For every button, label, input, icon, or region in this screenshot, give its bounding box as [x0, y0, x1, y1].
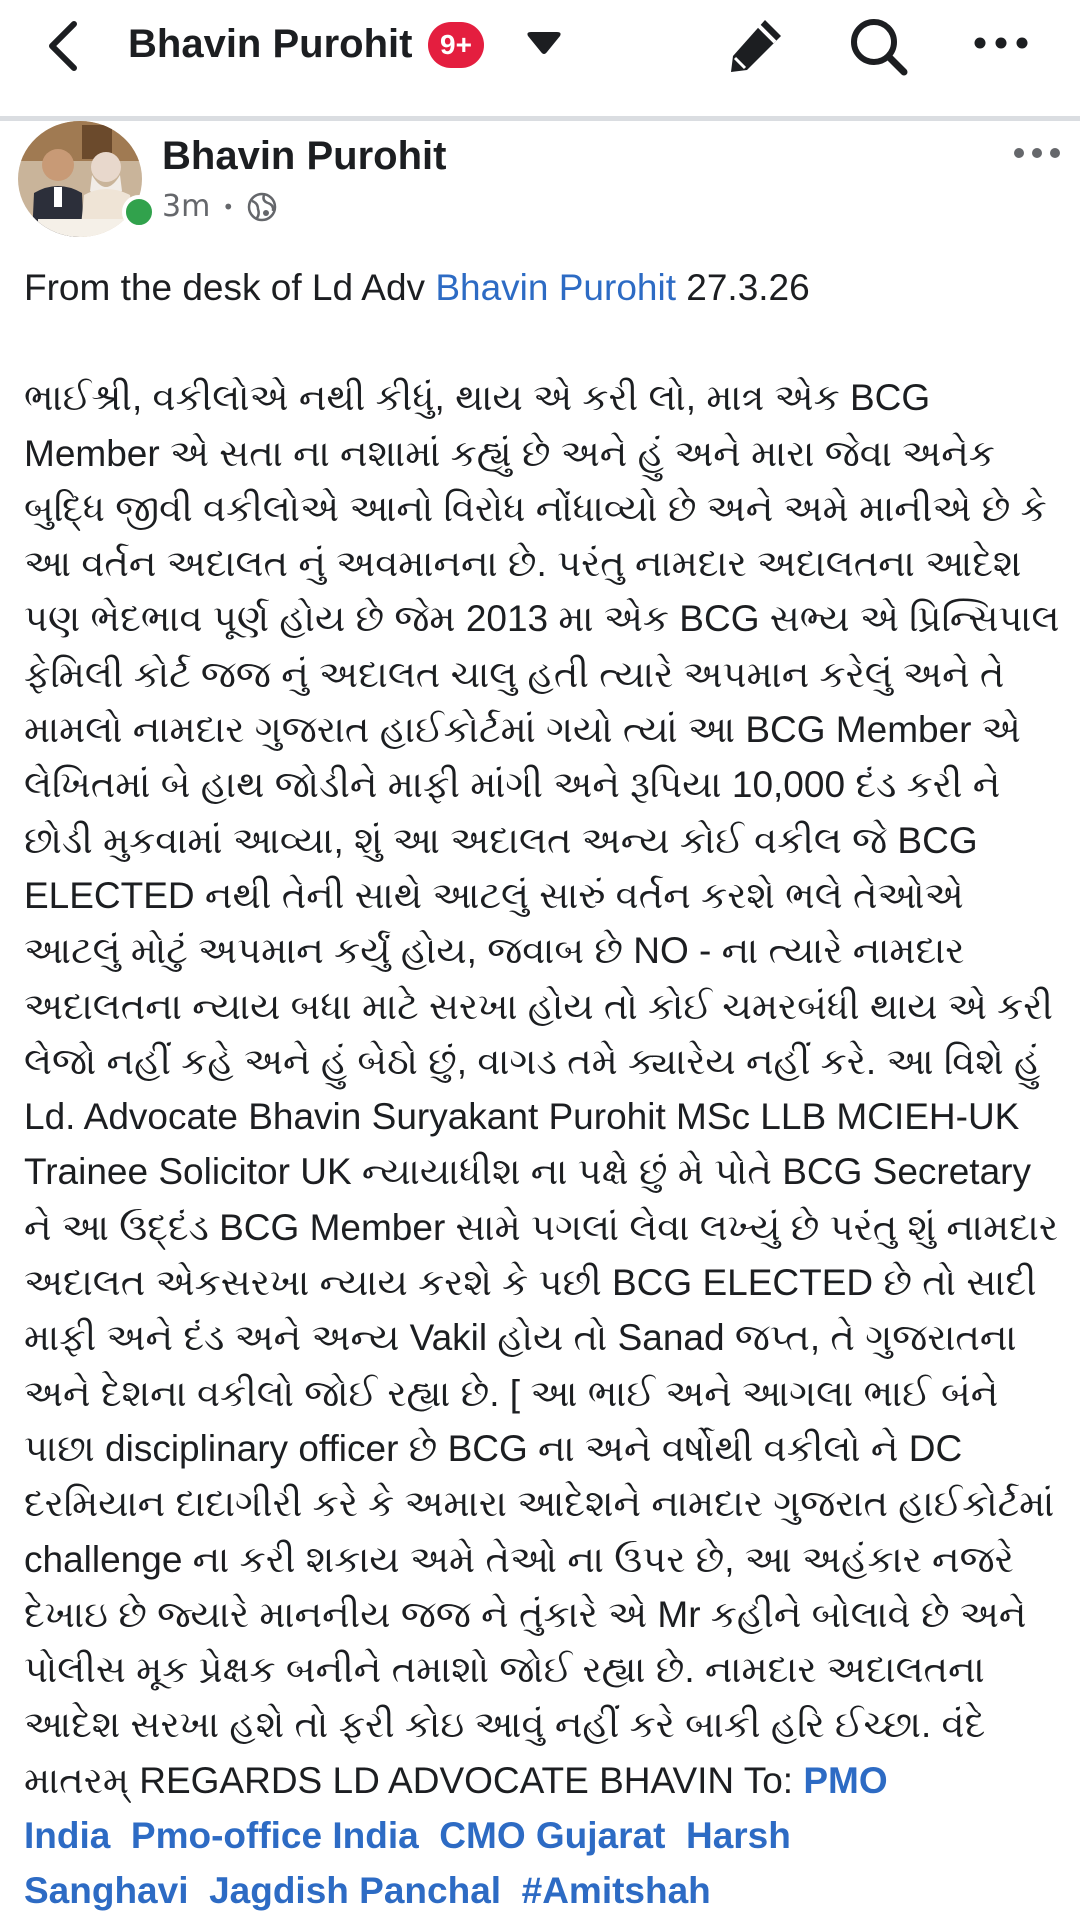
post-author-name[interactable]: Bhavin Purohit: [162, 134, 447, 178]
more-horizontal-icon[interactable]: [970, 26, 1032, 60]
post-body: [24, 260, 1064, 1919]
post-body-text: ભાઈશ્રી, વકીલોએ નથી કીધું, થાય એ કરી લો, માત્ર એક BCG Member એ સતા ના નશામાં કહ્યું છે અને હું અને મારા જેવા અનેક બુદ્ધિ જીવી વકીલોએ આનો વિરોધ નોંધાવ્યો છે અને અમે માનીએ છે કે આ વર્તન અદાલત નું અવમાનના છે. પરંતુ નામદાર અદાલતના આદેશ પણ ભેદભાવ પૂર્ણ હોય છે જેમ 2013 મા એક BCG સભ્ય એ પ્રિન્સિપાલ ફેમિલી કોર્ટ જજ નું અદાલત ચાલુ હતી ત્યારે અપમાન કરેલું અને તે મામલો નામદાર ગુજરાત હાઈકોર્ટમાં ગયો ત્યાં આ BCG Member એ લેખિતમાં બે હાથ જોડીને માફી માંગી અને રૂપિયા 10,000 દંડ કરી ને છોડી મુકવામાં આવ્યા, શું આ અદાલત અન્ય કોઈ વકીલ જે BCG ELECTED નથી તેની સાથે આટલું સારું વર્તન કરશે ભલે તેઓએ આટલું મોટું અપમાન કર્યું હોય, જવાબ છે NO - ના ત્યારે નામદાર અદાલતના ન્યાય બધા માટે સરખા હોય તો કોઈ ચમરબંધી થાય એ કરી લેજો નહીં કહે અને હું બેઠો છું, વાગડ તમે ક્યારેય નહીં કરે. આ વિશે હું Ld. Advocate Bhavin Suryakant Purohit MSc LLB MCIEH-UK Trainee Solicitor UK ન્યાયાધીશ ના પક્ષે છું મે પોતે BCG Secretary ને આ ઉદ્દંડ BCG Member સામે પગલાં લેવા લખ્યું છે પરંતુ શું નામદાર અદાલત એકસરખા ન્યાય કરશે કે પછી BCG ELECTED છે તો સાદી માફી અને દંડ અને અન્ય Vakil હોય તો Sanad જપ્ત, તે ગુજરાતના અને દેશના વકીલો જોઈ રહ્યા છે. [ આ ભાઈ અને આગલા ભાઈ બંને પાછા disciplinary officer છે BCG ના અને વર્ષોથી વકીલો ને DC દરમિયાન દાદાગીરી કરે કે અમારા આદેશને નામદાર ગુજરાત હાઈકોર્ટમાં challenge ના કરી શકાય અમે તેઓ ના ઉપર છે, આ અહંકાર નજરે દેખાઇ છે જ્યારે માનનીય જજ ને તુંકારે એ Mr કહીને બોલાવે છે અને પોલીસ મૂક પ્રેક્ષક બનીને તમાશો જોઈ રહ્યા છે. નામદાર અદાલતના આદેશ સરખા હશે તો ફરી કોઇ આવું નહીં કરે બાકી હરિ ઈચ્છા. વંદે માતરમ્ REGARDS LD ADVOCATE BHAVIN To:: [24, 377, 1060, 1801]
back-arrow-icon[interactable]: [40, 18, 90, 74]
author-mention-link[interactable]: Bhavin Purohit: [435, 267, 676, 308]
post-header: [0, 121, 1080, 251]
online-status-indicator: [122, 195, 156, 229]
post-options-icon[interactable]: [1010, 143, 1064, 163]
post-meta: [162, 187, 278, 227]
notification-badge: 9+: [428, 22, 484, 68]
caret-down-icon[interactable]: [522, 26, 566, 62]
post-date: 27.3.26: [675, 267, 810, 308]
mention-link[interactable]: Jagdish Panchal: [209, 1870, 502, 1912]
mention-link[interactable]: PMO India: [24, 1759, 888, 1857]
hashtag-link[interactable]: #Amitshah: [521, 1870, 711, 1912]
search-icon[interactable]: [846, 14, 910, 78]
post-first-line: [24, 260, 1064, 315]
profile-title[interactable]: Bhavin Purohit: [128, 22, 413, 66]
mention-link[interactable]: CMO Gujarat: [439, 1815, 666, 1857]
pencil-icon[interactable]: [725, 14, 787, 76]
top-app-bar: [0, 0, 1080, 118]
post-time[interactable]: 3m: [162, 189, 211, 224]
post-paragraph: [24, 370, 1064, 1918]
meta-separator: •: [222, 195, 235, 219]
globe-icon: [246, 191, 278, 223]
mention-link[interactable]: Pmo-office India: [130, 1815, 419, 1857]
first-line-prefix: From the desk of Ld Adv: [24, 267, 436, 308]
mention-link[interactable]: Harsh Sanghavi: [24, 1815, 791, 1912]
paragraph-spacer: [24, 315, 1064, 370]
